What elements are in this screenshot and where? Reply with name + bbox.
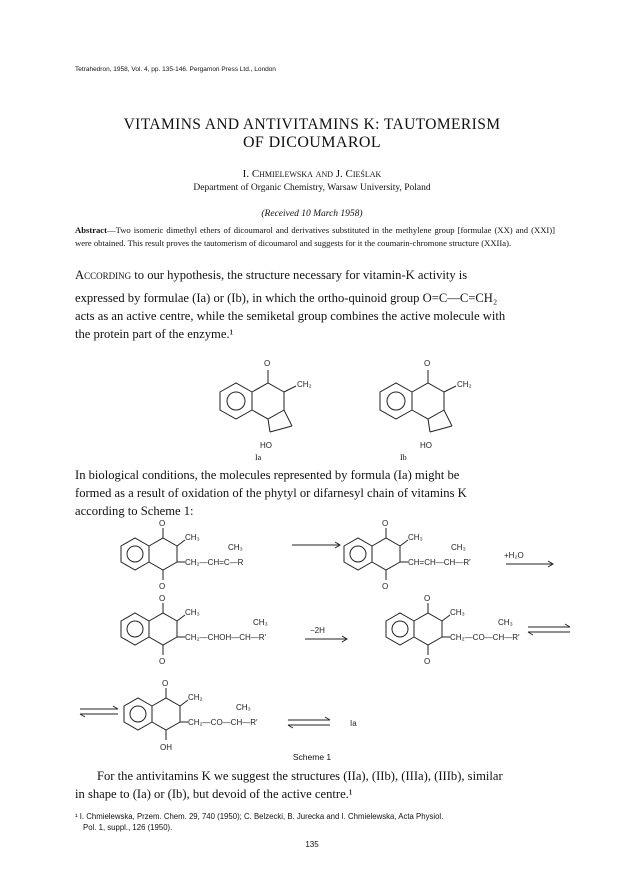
svg-text:O: O xyxy=(424,657,431,666)
footnote-line2: Pol. 1, suppl., 126 (1950). xyxy=(83,822,173,832)
journal-citation: Tetrahedron, 1958, Vol. 4, pp. 135-146. Pergamon Press Ltd., London xyxy=(75,66,276,73)
intro-line2: expressed by formulae (Ia) or (Ib), in which the ortho-quinoid group O=C—C=CH₂ xyxy=(75,291,498,305)
svg-text:CH₃: CH₃ xyxy=(498,618,513,627)
svg-text:CH₂: CH₂ xyxy=(188,693,203,702)
svg-text:CH₃: CH₃ xyxy=(450,608,465,617)
scheme-chain-2: CH=CH—CH—R′ xyxy=(408,558,471,567)
biological-paragraph xyxy=(75,466,557,520)
label-ia: Ia xyxy=(255,453,262,462)
scheme-chain-4: CH₂—CO—CH—R′ xyxy=(450,633,520,642)
svg-text:CH₃: CH₃ xyxy=(451,543,466,552)
scheme-chain-1: CH₂—CH=C—R xyxy=(185,558,244,567)
antivit-line1: For the antivitamins K we suggest the structures (IIa), (IIb), (IIIa), (IIIb), similar xyxy=(97,769,503,783)
svg-text:CH₃: CH₃ xyxy=(185,608,200,617)
struct-ia-ho: HO xyxy=(260,441,272,450)
footnote-line1: ¹ I. Chmielewska, Przem. Chem. 29, 740 (1950); C. Belzecki, B. Jurecka and I. Chmielewska, Acta Physiol. xyxy=(75,812,444,821)
scheme-compound-3 xyxy=(115,595,355,665)
scheme-compound-2 xyxy=(338,520,568,590)
struct-ib-ho: HO xyxy=(420,441,432,450)
intro-line3: acts as an active centre, while the semiketal group combines the active molecule with xyxy=(75,309,506,323)
abstract-text: —Two isomeric dimethyl ethers of dicoumarol and derivatives substituted in the methylene group [formulae (XX) and (XXI)] were obtained. This result proves the tautomerism of dicoumarol and suggests for it the coumarin-chromone structure (XXIIa). xyxy=(75,225,555,248)
svg-text:O: O xyxy=(162,679,169,688)
abstract-label: Abstract xyxy=(75,225,107,235)
intro-line4: the protein part of the enzyme.¹ xyxy=(75,327,234,341)
svg-text:O: O xyxy=(424,594,431,603)
footnote xyxy=(75,812,557,833)
bio-line1: In biological conditions, the molecules represented by formula (Ia) might be xyxy=(75,468,460,482)
scheme-chain-5: CH₂—CO—CH—R′ xyxy=(188,718,258,727)
intro-line1: to our hypothesis, the structure necessary for vitamin-K activity is xyxy=(131,268,468,282)
scheme-chain-3: CH₂—CHOH—CH—R′ xyxy=(185,633,267,642)
scheme-oh: OH xyxy=(160,743,172,752)
svg-text:O: O xyxy=(382,582,389,591)
scheme-minus-2h: −2H xyxy=(310,626,325,635)
svg-text:CH₃: CH₃ xyxy=(408,533,423,542)
page-number: 135 xyxy=(305,840,319,849)
scheme-plus-h2o: +H₂O xyxy=(504,551,524,560)
struct-ia-ch2: CH₂ xyxy=(297,380,312,389)
scheme-caption: Scheme 1 xyxy=(292,752,332,762)
scheme-compound-4 xyxy=(380,595,580,675)
antivitamin-paragraph xyxy=(75,767,557,803)
struct-ib-ch2: CH₂ xyxy=(457,380,472,389)
struct-ia-o: O xyxy=(264,359,271,368)
paper-title-line2: OF DICOUMAROL xyxy=(242,134,382,151)
paper-title-line1: VITAMINS AND ANTIVITAMINS K: TAUTOMERISM xyxy=(123,116,501,133)
svg-text:CH₃: CH₃ xyxy=(228,543,243,552)
label-ib: Ib xyxy=(400,453,407,462)
scheme-ia-end: Ia xyxy=(350,719,357,728)
scheme-equilibrium-left xyxy=(78,705,123,719)
abstract xyxy=(75,224,555,249)
intro-lead: According xyxy=(75,268,132,282)
svg-text:O: O xyxy=(159,594,166,603)
intro-paragraph xyxy=(75,266,557,343)
svg-text:O: O xyxy=(159,519,166,528)
antivit-line2: in shape to (Ia) or (Ib), but devoid of the active centre.¹ xyxy=(75,787,353,801)
affiliation: Department of Organic Chemistry, Warsaw University, Poland xyxy=(193,183,431,193)
scheme-compound-1 xyxy=(115,520,295,590)
struct-ib-o: O xyxy=(424,359,431,368)
bio-line3: according to Scheme 1: xyxy=(75,504,194,518)
svg-text:CH₃: CH₃ xyxy=(253,618,268,627)
structure-ia xyxy=(200,352,320,452)
svg-text:CH₃: CH₃ xyxy=(185,533,200,542)
svg-text:O: O xyxy=(159,582,166,591)
svg-text:CH₃: CH₃ xyxy=(236,703,251,712)
authors: I. Chmielewska and J. Cieślak xyxy=(242,168,382,180)
svg-text:O: O xyxy=(382,519,389,528)
structure-ib xyxy=(360,352,480,452)
svg-text:O: O xyxy=(159,657,166,666)
received-date: (Received 10 March 1958) xyxy=(261,209,363,219)
bio-line2: formed as a result of oxidation of the phytyl or difarnesyl chain of vitamins K xyxy=(75,486,467,500)
scheme-compound-5 xyxy=(118,680,418,755)
